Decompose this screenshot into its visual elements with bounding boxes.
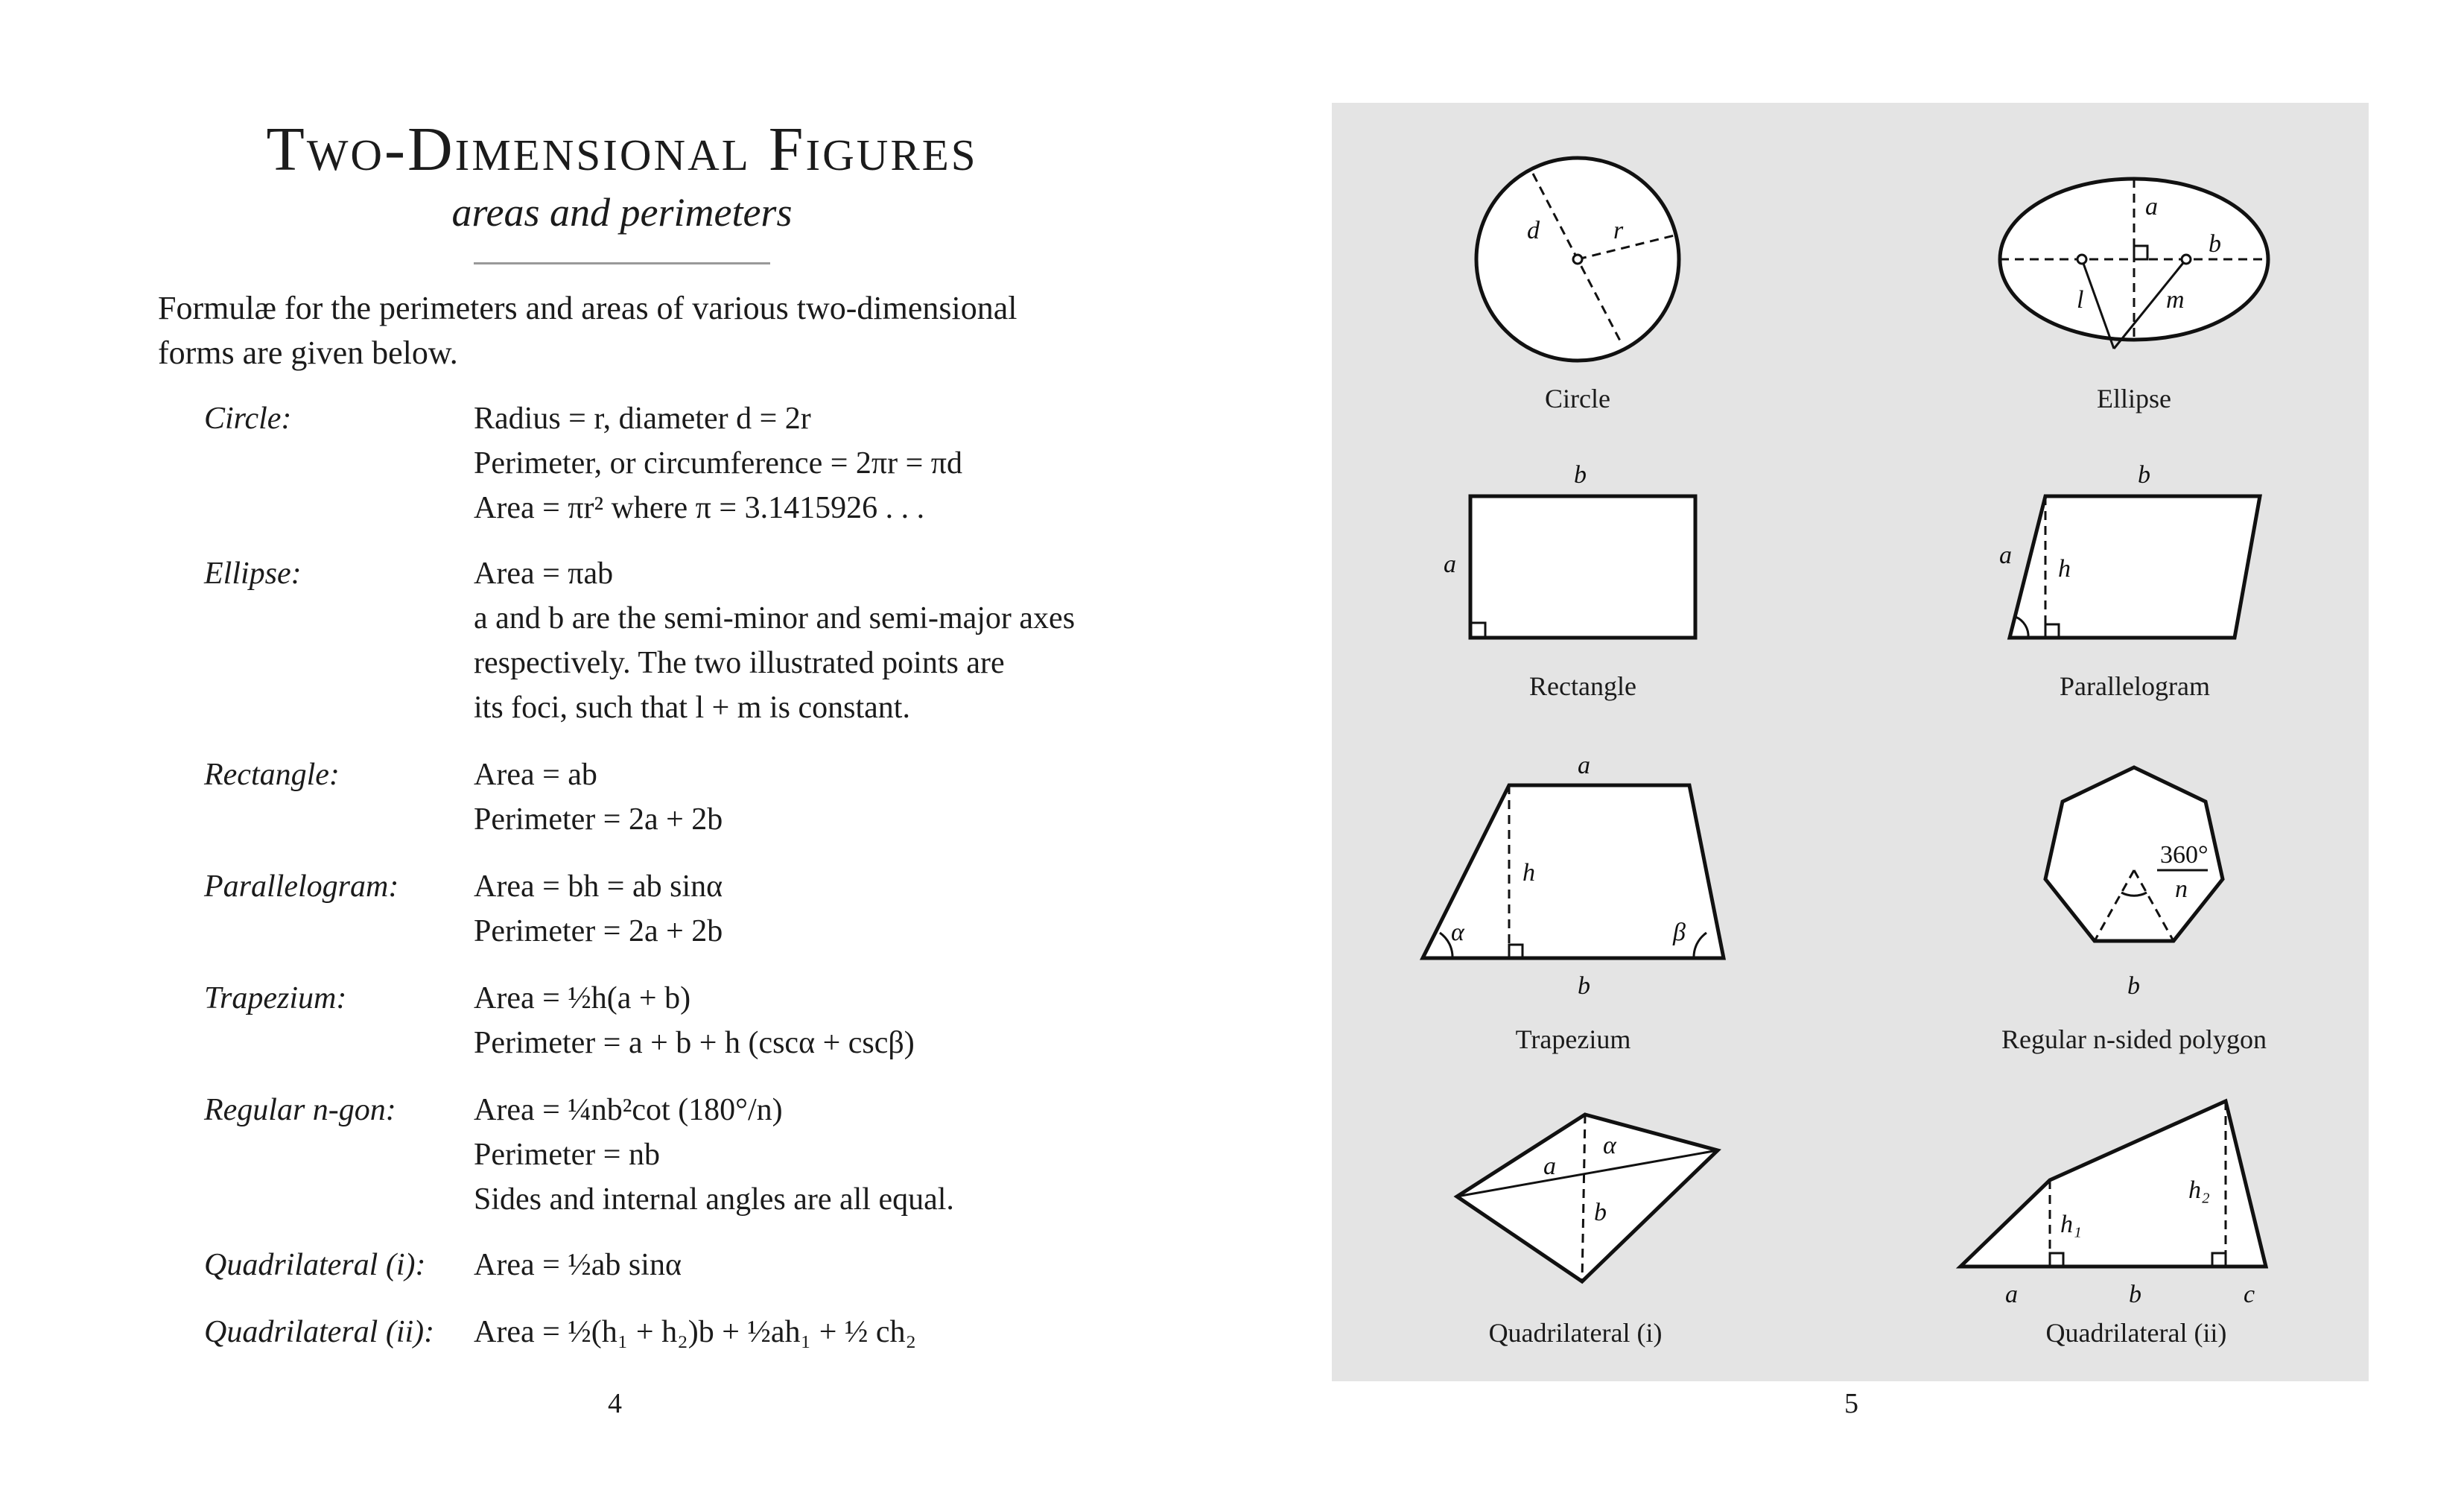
formula-line: a and b are the semi-minor and semi-major axes — [474, 601, 1076, 636]
formula-line: its foci, such that l + m is constant. — [474, 691, 910, 725]
caption-trapezium: Trapezium — [1515, 1024, 1631, 1054]
formula-line: Sides and internal angles are all equal. — [474, 1182, 954, 1217]
para-h-label: h — [2058, 555, 2071, 583]
formula-name: Rectangle: — [204, 758, 340, 792]
para-b-label: b — [2138, 461, 2150, 489]
figures-illustration — [1332, 103, 2369, 1381]
circle-d-label: d — [1527, 217, 1540, 244]
formula-line: Area = ¼nb²cot (180°/n) — [474, 1093, 783, 1127]
q2-h1-label: h₁ — [2060, 1211, 2082, 1238]
formula-line: respectively. The two illustrated points are — [474, 646, 1005, 680]
formula-name: Trapezium: — [204, 981, 347, 1015]
trap-a-label: a — [1578, 752, 1590, 779]
page-title: Two-Dimensional Figures — [266, 115, 978, 184]
q1-b-label: b — [1594, 1199, 1607, 1226]
formula-name: Parallelogram: — [204, 869, 399, 904]
formula-line: Area = πr² where π = 3.1415926 . . . — [474, 491, 925, 525]
formula-name: Quadrilateral (i): — [204, 1248, 426, 1282]
formula-line: Perimeter = 2a + 2b — [474, 802, 723, 837]
page-subtitle: areas and perimeters — [451, 190, 793, 235]
caption-quadrilateral-ii: Quadrilateral (ii) — [2045, 1318, 2227, 1348]
circle-r-label: r — [1613, 217, 1624, 244]
page-number: 4 — [608, 1388, 622, 1419]
caption-ellipse: Ellipse — [2097, 384, 2171, 413]
caption-circle: Circle — [1545, 384, 1610, 413]
formula-line: Area = ½ab sinα — [474, 1248, 682, 1282]
para-a-label: a — [1999, 542, 2012, 569]
formula-line: Perimeter = nb — [474, 1138, 660, 1172]
formula-name: Circle: — [204, 402, 292, 436]
rectangle-figure — [1444, 461, 1695, 638]
formula-name: Regular n-gon: — [204, 1093, 396, 1127]
poly-angle-numerator: 360° — [2160, 841, 2209, 869]
intro-paragraph: Formulæ for the perimeters and areas of various two-dimensional forms are given below. — [158, 290, 1017, 371]
poly-angle-denominator: n — [2175, 875, 2188, 903]
ellipse-a-label: a — [2145, 193, 2158, 221]
title-divider — [474, 262, 770, 264]
trap-beta-label: β — [1673, 919, 1686, 946]
caption-rectangle: Rectangle — [1529, 671, 1636, 701]
figures-panel — [1332, 103, 2369, 1381]
caption-regular-polygon: Regular n-sided polygon — [2001, 1024, 2267, 1054]
regular-polygon-figure — [2045, 767, 2223, 1000]
circle-figure — [1476, 158, 1679, 361]
q1-alpha-label: α — [1603, 1132, 1616, 1159]
q2-c-label: c — [2244, 1281, 2255, 1308]
caption-quadrilateral-i: Quadrilateral (i) — [1488, 1318, 1663, 1348]
rect-b-label: b — [1574, 461, 1587, 489]
rect-a-label: a — [1444, 551, 1456, 578]
quadrilateral-i-figure — [1457, 1115, 1718, 1281]
q2-b-label: b — [2129, 1281, 2141, 1308]
q2-h2-label: h₂ — [2188, 1176, 2210, 1204]
quadrilateral-ii-figure — [1960, 1101, 2266, 1308]
formula-line: Area = πab — [474, 557, 614, 591]
trap-alpha-label: α — [1451, 919, 1464, 946]
q1-a-label: a — [1543, 1153, 1556, 1180]
formula-name: Quadrilateral (ii): — [204, 1315, 435, 1349]
formula-line: Area = ab — [474, 758, 597, 792]
trap-b-label: b — [1578, 972, 1590, 1000]
trap-h-label: h — [1522, 859, 1535, 887]
poly-b-label: b — [2127, 972, 2140, 1000]
formula-line: Area = ½(h₁ + h₂)b + ½ah₁ + ½ ch₂ — [474, 1315, 917, 1349]
formula-name: Ellipse: — [204, 557, 302, 591]
ellipse-figure — [2000, 179, 2268, 349]
q2-a-label: a — [2005, 1281, 2018, 1308]
formula-line: Area = bh = ab sinα — [474, 869, 723, 904]
formula-line: Area = ½h(a + b) — [474, 981, 691, 1015]
formula-line: Perimeter = 2a + 2b — [474, 914, 723, 948]
ellipse-m-label: m — [2166, 286, 2185, 314]
formula-line: Perimeter = a + b + h (cscα + cscβ) — [474, 1026, 915, 1060]
formula-line: Radius = r, diameter d = 2r — [474, 402, 811, 436]
ellipse-b-label: b — [2209, 230, 2221, 258]
parallelogram-figure — [1999, 461, 2260, 638]
trapezium-figure — [1423, 752, 1724, 1000]
ellipse-l-label: l — [2077, 286, 2084, 314]
caption-parallelogram: Parallelogram — [2060, 671, 2210, 701]
page-number: 5 — [1844, 1388, 1858, 1419]
formula-line: Perimeter, or circumference = 2πr = πd — [474, 446, 962, 481]
